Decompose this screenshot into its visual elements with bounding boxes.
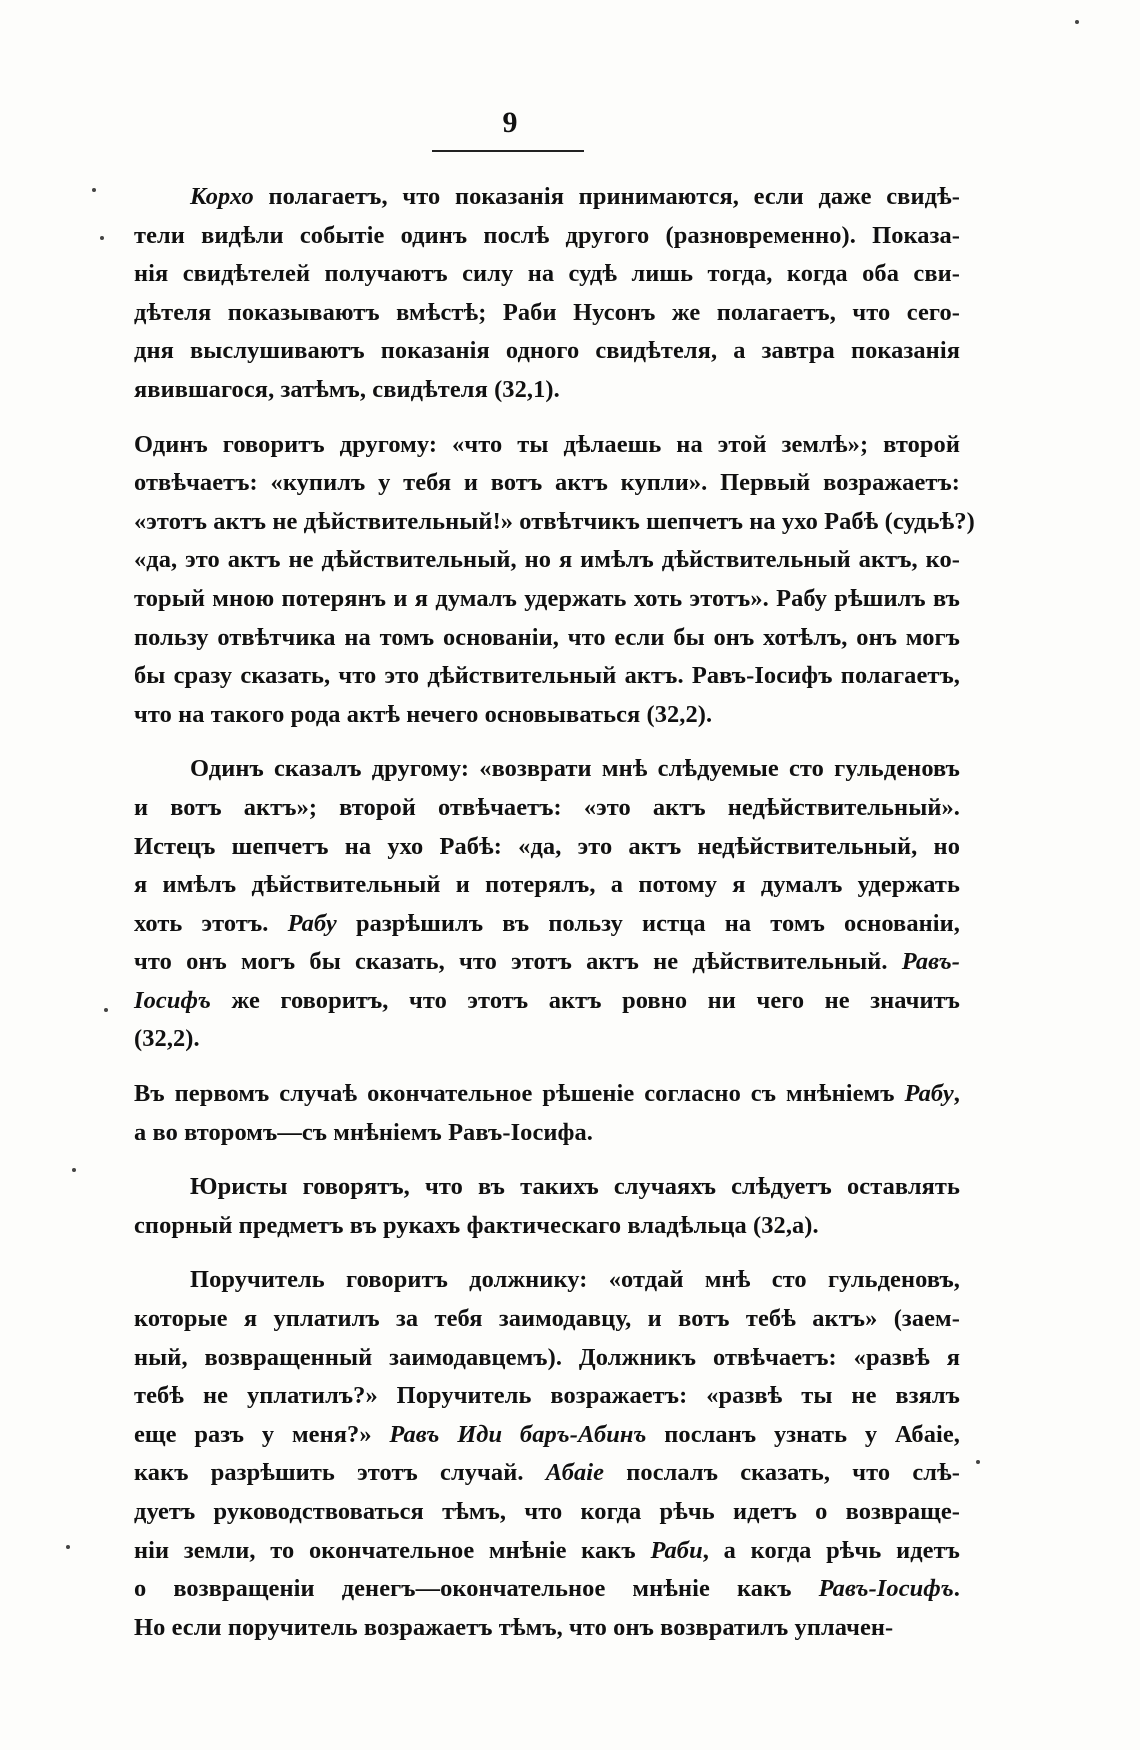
print-speck (976, 1460, 980, 1464)
paragraph-korkho (134, 178, 960, 410)
text-line (134, 580, 960, 619)
text-run: (32,2). (134, 1025, 200, 1053)
print-speck (72, 1168, 76, 1172)
text-line (134, 750, 960, 789)
text-run: отвѣчаетъ: «купилъ у тебя и вотъ актъ купли». Первый возражаетъ: (134, 469, 960, 497)
text-line (134, 426, 960, 465)
page-number-rule (432, 150, 584, 152)
text-run: полагаетъ, что показанія принимаются, если даже свидѣ- (253, 183, 960, 210)
text-run: и вотъ актъ»; второй отвѣчаетъ: «это актъ недѣйствительный». (134, 793, 960, 821)
paragraph-land-dispute (134, 426, 975, 735)
print-speck (100, 236, 104, 240)
text-run: пользу отвѣтчика на томъ основаніи, что если бы онъ хотѣлъ, онъ могъ (134, 623, 960, 651)
print-speck (92, 188, 96, 192)
text-run: еще разъ у меня?» (134, 1420, 390, 1448)
print-speck (1075, 20, 1079, 24)
italic-name: Рабу (287, 909, 337, 937)
text-line (134, 1261, 960, 1300)
paragraph-guarantor (134, 1261, 960, 1647)
text-line (134, 1114, 960, 1153)
text-line (134, 371, 960, 410)
text-line (134, 943, 960, 982)
text-line (134, 866, 960, 905)
text-run: что на такого рода актѣ нечего основываться (32,2). (134, 700, 713, 728)
text-line (134, 1416, 960, 1455)
text-run: разрѣшилъ въ пользу истца на томъ основаніи, (336, 909, 960, 937)
italic-name: Абаіе (545, 1459, 605, 1487)
paragraph-jurists (134, 1168, 960, 1245)
text-run: Но если поручитель возражаетъ тѣмъ, что онъ возвратилъ уплачен- (134, 1613, 894, 1641)
text-line (134, 982, 960, 1021)
text-run: Одинъ говоритъ другому: «что ты дѣлаешь на этой землѣ»; второй (134, 430, 960, 458)
text-run: ный, возвращенный заимодавцемъ). Должникъ отвѣчаетъ: «развѣ я (134, 1343, 960, 1371)
page-number: 9 (502, 106, 518, 139)
paragraph-conclusion (134, 1075, 960, 1152)
text-run: , а когда рѣчь идетъ (702, 1536, 961, 1564)
text-run: что онъ могъ бы сказать, что этотъ актъ не дѣйствительный. (134, 948, 902, 976)
text-run: дѣтеля показываютъ вмѣстѣ; Раби Нусонъ же полагаетъ, что сего- (134, 298, 960, 326)
italic-name: Равъ-Іосифъ (818, 1575, 954, 1603)
text-run: Въ первомъ случаѣ окончательное рѣшеніе согласно съ мнѣніемъ (134, 1080, 905, 1108)
text-run: дуетъ руководствоваться тѣмъ, что когда рѣчь идетъ о возвраще- (134, 1498, 960, 1525)
text-run: тебѣ не уплатилъ?» Поручитель возражаетъ: «развѣ ты не взялъ (134, 1382, 960, 1410)
paragraph-debt-claim (134, 750, 960, 1059)
text-line (134, 1609, 960, 1648)
text-run: явившагося, затѣмъ, свидѣтеля (32,1). (134, 375, 560, 403)
text-line (134, 464, 960, 503)
text-run: . (953, 1575, 960, 1603)
text-run: «этотъ актъ не дѣйствительный!» отвѣтчикъ шепчетъ на ухо Рабѣ (судьѣ?) (134, 507, 975, 535)
text-run: тели видѣли событіе одинъ послѣ другого (разновременно). Показа- (134, 221, 960, 249)
text-line (134, 905, 960, 944)
text-run: я имѣлъ дѣйствительный и потерялъ, а потому я думалъ удержать (134, 871, 960, 899)
text-line (134, 1207, 960, 1246)
text-line (134, 657, 960, 696)
text-line (134, 1020, 960, 1059)
text-line (134, 178, 960, 217)
text-line (134, 1377, 960, 1416)
italic-name: Раби (650, 1536, 703, 1564)
text-run: же говоритъ, что этотъ актъ ровно ни чего не значитъ (211, 986, 960, 1014)
text-run: ніи земли, то окончательное мнѣніе какъ (134, 1536, 651, 1564)
text-line (134, 696, 960, 735)
text-run: посланъ узнать у Абаіе, (646, 1420, 960, 1448)
text-run: Юристы говорятъ, что въ такихъ случаяхъ слѣдуетъ оставлять (190, 1173, 960, 1201)
text-line (134, 619, 960, 658)
text-line (134, 1493, 960, 1532)
text-line (134, 217, 960, 256)
text-run: нія свидѣтелей получаютъ силу на судѣ лишь тогда, когда оба сви- (134, 260, 960, 288)
italic-name: Корхо (190, 183, 254, 210)
text-run: Истецъ шепчетъ на ухо Рабѣ: «да, это актъ недѣйствительный, но (134, 832, 960, 860)
italic-name: Рабу (904, 1080, 954, 1108)
body-text (134, 178, 975, 1647)
text-line (134, 1300, 960, 1339)
italic-name: Равъ Иди баръ-Абинъ (389, 1420, 647, 1448)
text-run: дня выслушиваютъ показанія одного свидѣтеля, а завтра показанія (134, 337, 960, 365)
text-run: спорный предметъ въ рукахъ фактическаго владѣльца (32,а). (134, 1211, 819, 1239)
text-run: Одинъ сказалъ другому: «возврати мнѣ слѣдуемые сто гульденовъ (190, 755, 960, 783)
text-run: «да, это актъ не дѣйствительный, но я имѣлъ дѣйствительный актъ, ко- (134, 546, 960, 574)
italic-name: Іосифъ (134, 986, 211, 1014)
print-speck (104, 1008, 108, 1012)
print-speck (66, 1545, 70, 1549)
text-line (134, 1339, 960, 1378)
text-run: а во второмъ—съ мнѣніемъ Равъ-Іосифа. (134, 1118, 593, 1146)
text-line (134, 1570, 960, 1609)
text-run: которые я уплатилъ за тебя заимодавцу, и вотъ тебѣ актъ» (заем- (134, 1305, 960, 1333)
text-line (134, 541, 960, 580)
text-run: Поручитель говоритъ должнику: «отдай мнѣ сто гульденовъ, (190, 1266, 960, 1294)
text-run: о возвращеніи денегъ—окончательное мнѣніе какъ (134, 1575, 819, 1603)
text-run: хоть этотъ. (134, 909, 288, 937)
text-line (134, 332, 960, 371)
italic-name: Равъ- (901, 948, 960, 976)
text-line (134, 294, 960, 333)
text-line (134, 255, 960, 294)
text-line (134, 1168, 960, 1207)
text-run: послалъ сказать, что слѣ- (604, 1459, 960, 1487)
text-run: бы сразу сказать, что это дѣйствительный актъ. Равъ-Іосифъ полагаетъ, (134, 662, 960, 690)
text-line (134, 1454, 960, 1493)
text-line (134, 1075, 960, 1114)
text-line (134, 1532, 960, 1571)
text-line (134, 789, 960, 828)
text-run: , (953, 1080, 960, 1108)
text-line (134, 503, 975, 542)
text-run: торый мною потерянъ и я думалъ удержать хоть этотъ». Рабу рѣшилъ въ (134, 584, 960, 612)
text-run: какъ разрѣшить этотъ случай. (134, 1459, 546, 1487)
text-line (134, 828, 960, 867)
